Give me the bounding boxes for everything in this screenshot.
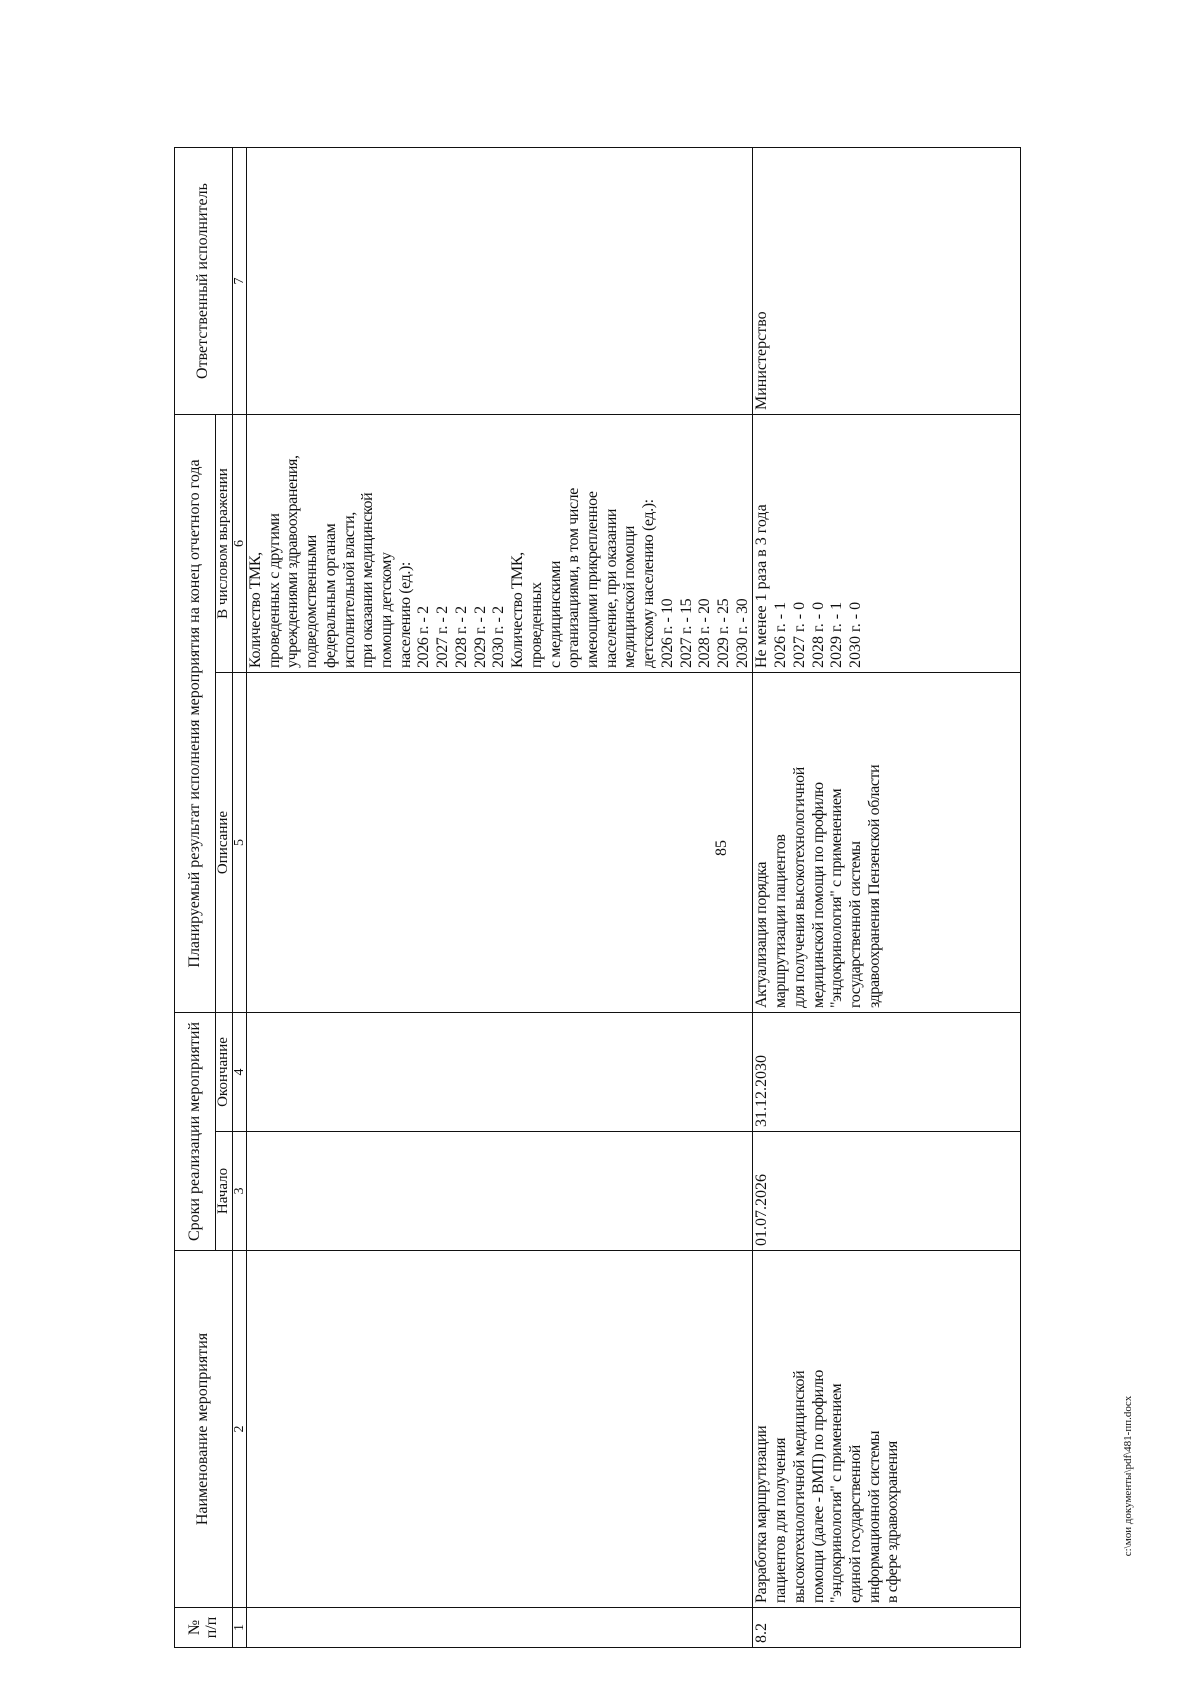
header-description: Описание <box>216 673 233 1013</box>
cell-description <box>247 673 753 1013</box>
page-number: 85 <box>713 840 730 856</box>
header-start: Начало <box>216 1132 233 1251</box>
cell-name: Разработка маршрутизации пациентов для получения высокотехнологичной медицинской помощи (далее - ВМП) по профилю "эндокринология" с применением единой государственной информационной системы в сфере здравоохранения <box>753 1251 1021 1608</box>
cell-numeric: Количество ТМК, проведенных с другими учреждениями здравоохранения, подведомственными федеральным органам исполнительной власти, при оказании медицинской помощи детскому населению (ед.): 2026 г. - 2 2027 г. - 2 2028 г. - 2 2029 г. - 2 2030 г. - 2 Количество ТМК, проведенных с медицинскими организациями, в том числе имеющими прикрепленное население, при оказании медицинской помощи детскому населению (ед.): 2026 г. - 10 2027 г. - 15 2028 г. - 20 2029 г. - 25 2030 г. - 30 <box>247 415 753 673</box>
column-number-5: 5 <box>233 673 247 1013</box>
column-number-3: 3 <box>233 1132 247 1251</box>
column-number-4: 4 <box>233 1013 247 1132</box>
header-responsible: Ответственный исполнитель <box>175 148 233 415</box>
header-terms: Сроки реализации мероприятий <box>175 1013 216 1251</box>
cell-num: 8.2 <box>753 1608 1021 1648</box>
cell-num <box>247 1608 753 1648</box>
column-number-1: 1 <box>233 1608 247 1648</box>
cell-name <box>247 1251 753 1608</box>
cell-start: 01.07.2026 <box>753 1132 1021 1251</box>
header-end: Окончание <box>216 1013 233 1132</box>
cell-start <box>247 1132 753 1251</box>
cell-end <box>247 1013 753 1132</box>
header-result: Планируемый результат исполнения мероприятия на конец отчетного года <box>175 415 216 1013</box>
header-numeric: В числовом выражении <box>216 415 233 673</box>
cell-description: Актуализация порядка маршрутизации пациентов для получения высокотехнологичной медицинской помощи по профилю "эндокринология" с применением государственной системы здравоохранения Пензенской области <box>753 673 1021 1013</box>
header-name: Наименование мероприятия <box>175 1251 233 1608</box>
cell-responsible: Министерство <box>753 148 1021 415</box>
column-number-6: 6 <box>233 415 247 673</box>
table-row <box>247 148 753 1648</box>
header-num: № п/п <box>175 1608 233 1648</box>
table-row <box>753 148 1021 1648</box>
rotated-table-wrapper <box>174 148 1036 1648</box>
cell-responsible <box>247 148 753 415</box>
cell-numeric: Не менее 1 раза в 3 года 2026 г. - 1 2027 г. - 0 2028 г. - 0 2029 г. - 1 2030 г. - 0 <box>753 415 1021 673</box>
cell-end: 31.12.2030 <box>753 1013 1021 1132</box>
footer-file-path: c:\мои документы\pdf\481-пп.docx <box>1122 1395 1134 1557</box>
column-number-2: 2 <box>233 1251 247 1608</box>
activities-table <box>174 147 1021 1648</box>
column-number-7: 7 <box>233 148 247 415</box>
